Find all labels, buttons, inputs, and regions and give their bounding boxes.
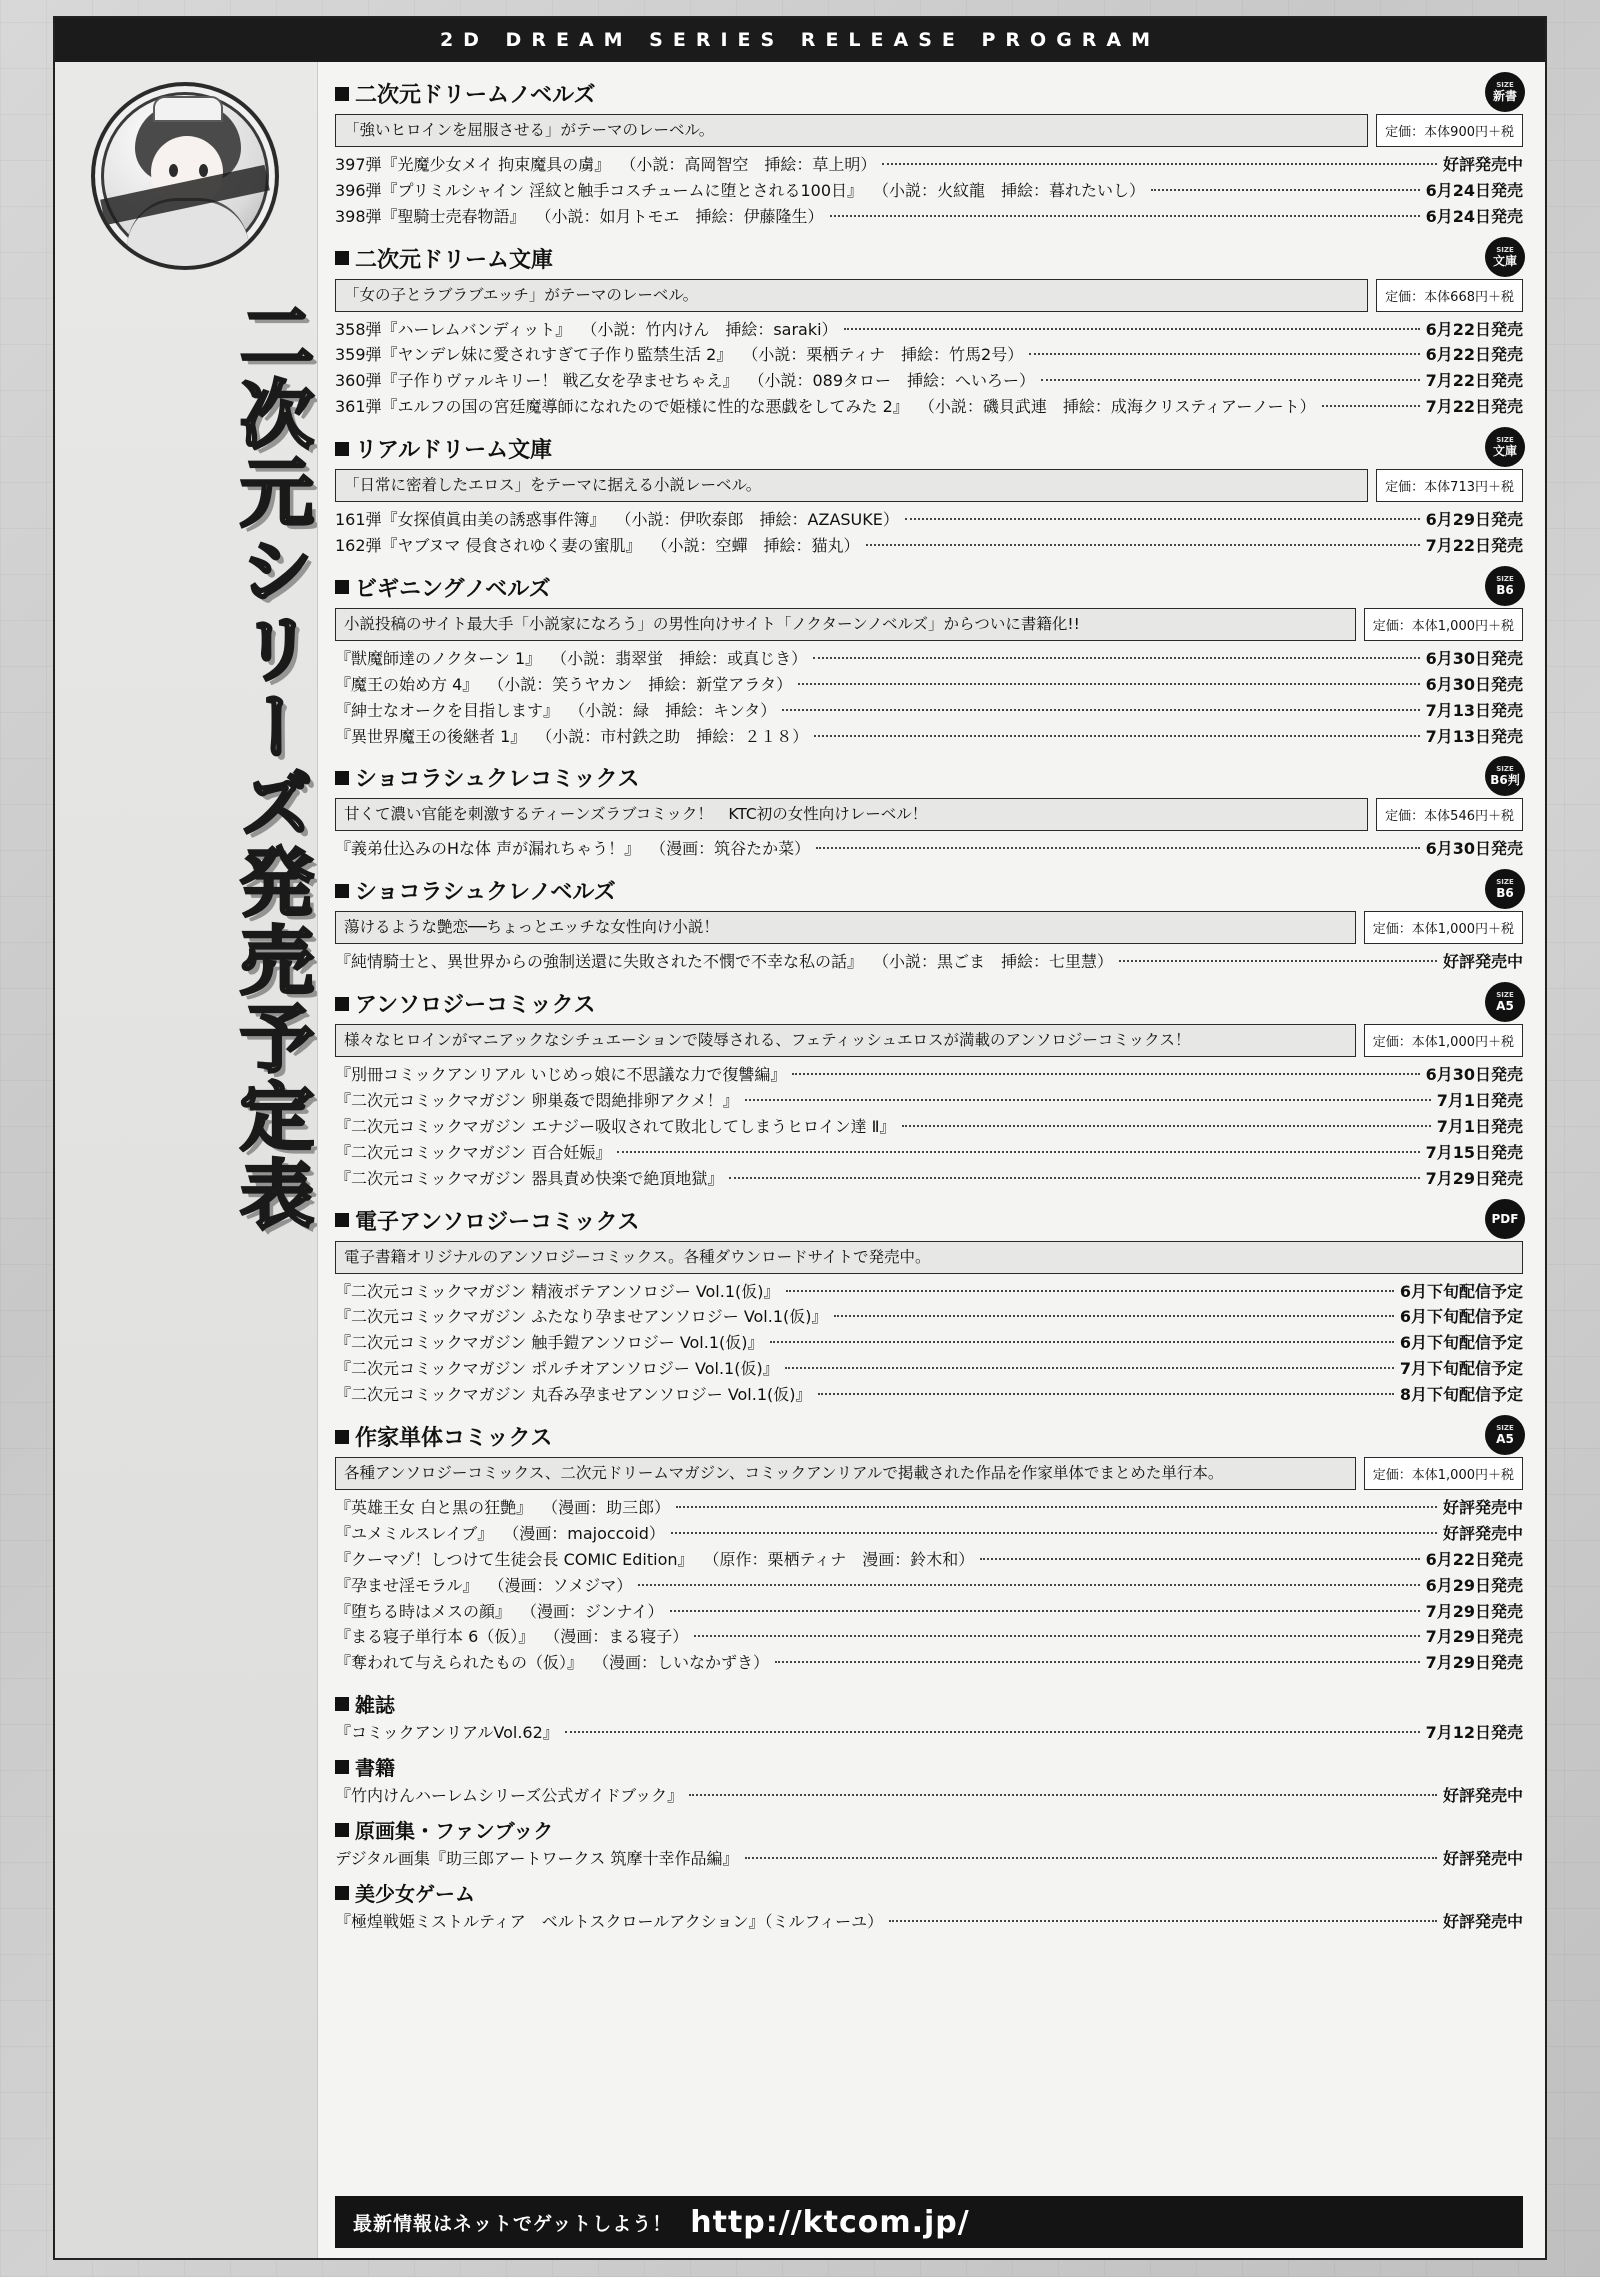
release-date: 7月1日発売 — [1436, 1116, 1523, 1136]
footer-bar — [335, 2196, 1523, 2248]
square-bullet-icon — [335, 1697, 349, 1711]
section-title: ショコラシュクレノベルズ — [355, 880, 616, 906]
release-item — [335, 1495, 1523, 1521]
release-item — [335, 1599, 1523, 1625]
section-heading — [335, 1752, 1523, 1781]
sections-container — [317, 62, 1545, 2258]
release-title: 359弾『ヤンデレ妹に愛されすぎて子作り監禁生活 2』 — [335, 345, 733, 365]
section-title: 二次元ドリーム文庫 — [355, 247, 554, 273]
release-credit: （原作：栗栖ティナ 漫画：鈴木和） — [703, 1549, 975, 1569]
format-badge-icon — [1485, 427, 1525, 467]
leader-dots — [902, 1125, 1431, 1127]
release-credit: （漫画：ジンナイ） — [521, 1601, 664, 1621]
format-badge-icon — [1485, 566, 1525, 606]
leader-dots — [844, 328, 1420, 330]
release-title: 397弾『光魔少女メイ 拘束魔具の虜』 — [335, 154, 611, 174]
leader-dots — [670, 1610, 1420, 1612]
release-credit: （小説：空蟬 挿絵：猫丸） — [651, 536, 860, 556]
release-title: 『二次元コミックマガジン 卵巣姦で悶絶排卵アクメ！』 — [335, 1090, 739, 1110]
release-title: 396弾『プリミルシャイン 淫紋と触手コスチュームに堕とされる100日』 — [335, 180, 864, 200]
release-date: 7月22日発売 — [1425, 536, 1523, 556]
release-date: 6月30日発売 — [1425, 1065, 1523, 1085]
section-lead-text: 電子書籍オリジナルのアンソロジーコミックス。各種ダウンロードサイトで発売中。 — [335, 1241, 1523, 1274]
section-title: ビギニングノベルズ — [355, 576, 551, 602]
release-title: 『魔王の始め方 4』 — [335, 674, 479, 694]
release-title: 『義弟仕込みのHな体 声が漏れちゃう！』 — [335, 839, 641, 859]
section-lead-text: 様々なヒロインがマニアックなシチュエーションで陵辱される、フェティッシュエロスが満載のアンソロジーコミックス！ — [335, 1024, 1356, 1057]
release-credit: （漫画：しいなかずき） — [593, 1653, 770, 1673]
release-date: 好評発売中 — [1442, 1786, 1523, 1806]
release-date: 7月12日発売 — [1425, 1723, 1523, 1743]
release-credit: （漫画：majoccoid） — [503, 1523, 665, 1543]
release-item — [335, 1114, 1523, 1140]
release-date: 7月22日発売 — [1425, 371, 1523, 391]
leader-dots — [565, 1731, 1420, 1733]
leader-dots — [905, 518, 1420, 520]
release-credit: （小説：089タロー 挿絵：へいろー） — [748, 371, 1036, 391]
release-item — [335, 1088, 1523, 1114]
release-title: 『二次元コミックマガジン ふたなり孕ませアンソロジー Vol.1(仮)』 — [335, 1307, 828, 1327]
square-bullet-icon — [335, 1760, 349, 1774]
release-item — [335, 949, 1523, 975]
leader-dots — [671, 1532, 1437, 1534]
section-heading — [335, 243, 1523, 274]
release-item — [335, 1330, 1523, 1356]
release-item — [335, 394, 1523, 420]
release-section — [335, 1878, 1523, 1935]
section-lead-text: 小説投稿のサイト最大手「小説家になろう」の男性向けサイト「ノクターンノベルズ」からついに書籍化!! — [335, 608, 1356, 641]
section-title: リアルドリーム文庫 — [355, 438, 553, 464]
section-price: 定価：本体1,000円＋税 — [1364, 1024, 1523, 1057]
release-title: 161弾『女探偵眞由美の誘惑事件簿』 — [335, 510, 606, 530]
section-heading — [335, 988, 1523, 1019]
release-title: 『極煌戦姫ミストルティア ベルトスクロールアクション』（ミルフィーユ） — [335, 1912, 884, 1932]
release-item — [335, 1062, 1523, 1088]
section-heading — [335, 1205, 1523, 1236]
leader-dots — [813, 657, 1419, 659]
release-item — [335, 342, 1523, 368]
section-lead-text: 各種アンソロジーコミックス、二次元ドリームマガジン、コミックアンリアルで掲載された作品を作家単体でまとめた単行本。 — [335, 1457, 1356, 1490]
badge-size-label: SIZE — [1496, 765, 1514, 774]
release-date: 6月下旬配信予定 — [1399, 1333, 1523, 1353]
release-title: 『ユメミルスレイブ』 — [335, 1523, 494, 1543]
leader-dots — [834, 1315, 1394, 1317]
section-heading — [335, 78, 1523, 109]
section-lead-row — [335, 279, 1523, 312]
release-item — [335, 1909, 1523, 1935]
section-title: 雑誌 — [355, 1693, 395, 1718]
release-title: 『英雄王女 白と黒の狂艶』 — [335, 1497, 533, 1517]
release-section — [335, 988, 1523, 1191]
release-section — [335, 762, 1523, 862]
section-heading — [335, 1815, 1523, 1844]
leader-dots — [785, 1367, 1394, 1369]
leader-dots — [866, 544, 1420, 546]
leader-dots — [770, 1341, 1394, 1343]
section-title: 美少女ゲーム — [355, 1882, 475, 1907]
release-date: 6月30日発売 — [1425, 674, 1523, 694]
release-date: 7月13日発売 — [1425, 700, 1523, 720]
release-title: 『二次元コミックマガジン 丸呑み孕ませアンソロジー Vol.1(仮)』 — [335, 1385, 812, 1405]
release-item — [335, 698, 1523, 724]
release-section — [335, 875, 1523, 975]
leader-dots — [1119, 960, 1437, 962]
format-badge-icon — [1485, 237, 1525, 277]
section-price: 定価：本体668円＋税 — [1376, 279, 1523, 312]
section-lead-text: 甘くて濃い官能を刺激するティーンズラブコミック！ KTC初の女性向けレーベル！ — [335, 798, 1368, 831]
release-credit: （小説：翡翠蛍 挿絵：或真じき） — [551, 648, 808, 668]
section-heading — [335, 875, 1523, 906]
release-item — [335, 1356, 1523, 1382]
mascot-cap — [153, 96, 223, 122]
release-title: 『二次元コミックマガジン 精液ボテアンソロジー Vol.1(仮)』 — [335, 1281, 780, 1301]
square-bullet-icon — [335, 442, 349, 456]
footer-url-link[interactable]: http://ktcom.jp/ — [690, 2204, 970, 2240]
section-lead-row — [335, 1457, 1523, 1490]
release-item — [335, 672, 1523, 698]
section-title: アンソロジーコミックス — [355, 993, 596, 1019]
leader-dots — [882, 163, 1437, 165]
leader-dots — [638, 1584, 1419, 1586]
release-date: 8月下旬配信予定 — [1399, 1385, 1523, 1405]
square-bullet-icon — [335, 1823, 349, 1837]
section-heading — [335, 1689, 1523, 1718]
section-lead-text: 蕩けるような艶恋──ちょっとエッチな女性向け小説！ — [335, 911, 1356, 944]
badge-label: B6判 — [1490, 773, 1520, 788]
section-price: 定価：本体546円＋税 — [1376, 798, 1523, 831]
release-item — [335, 1650, 1523, 1676]
leader-dots — [830, 215, 1420, 217]
release-credit: （小説：伊吹泰郎 挿絵：AZASUKE） — [615, 510, 899, 530]
release-item — [335, 204, 1523, 230]
release-title: 『竹内けんハーレムシリーズ公式ガイドブック』 — [335, 1786, 684, 1806]
leader-dots — [889, 1920, 1437, 1922]
release-credit: （小説：笑うヤカン 挿絵：新堂アラタ） — [488, 674, 793, 694]
square-bullet-icon — [335, 1430, 349, 1444]
section-lead-row — [335, 608, 1523, 641]
release-item — [335, 1783, 1523, 1809]
release-date: 6月29日発売 — [1425, 510, 1523, 530]
leader-dots — [786, 1290, 1394, 1292]
section-title: ショコラシュクレコミックス — [355, 767, 640, 793]
release-item — [335, 152, 1523, 178]
section-heading — [335, 572, 1523, 603]
release-title: 358弾『ハーレムバンディット』 — [335, 319, 572, 339]
release-title: 『獣魔師達のノクターン 1』 — [335, 648, 542, 668]
release-section — [335, 243, 1523, 421]
leader-dots — [676, 1506, 1437, 1508]
section-lead-row — [335, 911, 1523, 944]
release-date: 7月29日発売 — [1425, 1601, 1523, 1621]
leader-dots — [782, 709, 1419, 711]
format-badge-icon — [1485, 982, 1525, 1022]
left-sidebar — [55, 62, 318, 2258]
section-title: 電子アンソロジーコミックス — [355, 1209, 640, 1235]
section-price: 定価：本体900円＋税 — [1376, 114, 1523, 147]
release-item — [335, 507, 1523, 533]
release-title: 398弾『聖騎士売春物語』 — [335, 206, 526, 226]
release-date: 6月22日発売 — [1425, 1549, 1523, 1569]
section-price: 定価：本体1,000円＋税 — [1364, 608, 1523, 641]
release-item — [335, 533, 1523, 559]
release-credit: （小説：緑 挿絵：キンタ） — [569, 700, 777, 720]
release-credit: （漫画：助三郎） — [542, 1497, 671, 1517]
release-date: 6月24日発売 — [1425, 180, 1523, 200]
leader-dots — [798, 683, 1419, 685]
release-title: 『奪われて与えられたもの（仮）』 — [335, 1653, 584, 1673]
section-lead-row — [335, 114, 1523, 147]
release-item — [335, 1521, 1523, 1547]
leader-dots — [775, 1661, 1420, 1663]
release-date: 6月下旬配信予定 — [1399, 1307, 1523, 1327]
badge-size-label: SIZE — [1496, 878, 1514, 887]
release-date: 7月15日発売 — [1425, 1142, 1523, 1162]
leader-dots — [745, 1099, 1431, 1101]
release-date: 6月30日発売 — [1425, 839, 1523, 859]
release-item — [335, 1547, 1523, 1573]
leader-dots — [694, 1635, 1419, 1637]
badge-label: 新書 — [1492, 89, 1517, 103]
release-title: 『二次元コミックマガジン 百合妊娠』 — [335, 1142, 612, 1162]
release-title: 『別冊コミックアンリアル いじめっ娘に不思議な力で復讐編』 — [335, 1065, 787, 1085]
section-lead-row — [335, 798, 1523, 831]
release-item — [335, 646, 1523, 672]
release-section — [335, 433, 1523, 559]
release-credit: （小説：市村鉄之助 挿絵：２１８） — [536, 726, 809, 746]
release-title: 『紳士なオークを目指します』 — [335, 700, 560, 720]
release-title: 162弾『ヤブヌマ 侵食されゆく妻の蜜肌』 — [335, 536, 642, 556]
release-title: 『二次元コミックマガジン エナジー吸収されて敗北してしまうヒロイン達 Ⅱ』 — [335, 1116, 896, 1136]
release-date: 好評発売中 — [1442, 154, 1523, 174]
square-bullet-icon — [335, 580, 349, 594]
section-lead-text: 「強いヒロインを屈服させる」がテーマのレーベル。 — [335, 114, 1368, 147]
mascot-eye-right — [199, 164, 208, 177]
release-date: 好評発売中 — [1442, 1523, 1523, 1543]
release-date: 好評発売中 — [1442, 1912, 1523, 1932]
square-bullet-icon — [335, 997, 349, 1011]
release-date: 好評発売中 — [1442, 1849, 1523, 1869]
badge-size-label: SIZE — [1496, 1424, 1514, 1433]
section-heading — [335, 1878, 1523, 1907]
section-lead-row — [335, 1241, 1523, 1274]
format-badge-icon — [1485, 72, 1525, 112]
section-title: 作家単体コミックス — [355, 1426, 553, 1452]
format-badge-icon — [1485, 1415, 1525, 1455]
release-title: 『二次元コミックマガジン 触手鎧アンソロジー Vol.1(仮)』 — [335, 1333, 764, 1353]
square-bullet-icon — [335, 1886, 349, 1900]
release-section — [335, 78, 1523, 230]
release-title: 『堕ちる時はメスの顔』 — [335, 1601, 512, 1621]
square-bullet-icon — [335, 251, 349, 265]
mascot-eye-left — [169, 164, 178, 177]
release-credit: （漫画：筑谷たか菜） — [650, 839, 811, 859]
badge-size-label: SIZE — [1496, 574, 1514, 583]
release-date: 7月13日発売 — [1425, 726, 1523, 746]
release-date: 好評発売中 — [1442, 1497, 1523, 1517]
leader-dots — [980, 1558, 1419, 1560]
release-title: 『二次元コミックマガジン ポルチオアンソロジー Vol.1(仮)』 — [335, 1359, 779, 1379]
release-date: 7月29日発売 — [1425, 1168, 1523, 1188]
release-item — [335, 1846, 1523, 1872]
section-heading — [335, 762, 1523, 793]
flyer-sheet — [55, 18, 1545, 2258]
square-bullet-icon — [335, 884, 349, 898]
release-date: 7月29日発売 — [1425, 1653, 1523, 1673]
release-date: 6月22日発売 — [1425, 345, 1523, 365]
release-date: 6月24日発売 — [1425, 206, 1523, 226]
section-title: 二次元ドリームノベルズ — [355, 83, 596, 108]
badge-size-label: SIZE — [1496, 245, 1514, 254]
badge-label: A5 — [1496, 999, 1514, 1014]
release-credit: （小説：如月トモエ 挿絵：伊藤隆生） — [535, 206, 824, 226]
section-lead-text: 「女の子とラブラブエッチ」がテーマのレーベル。 — [335, 279, 1368, 312]
release-item — [335, 368, 1523, 394]
release-date: 6月22日発売 — [1425, 319, 1523, 339]
square-bullet-icon — [335, 87, 349, 101]
release-section — [335, 1689, 1523, 1746]
header-banner — [55, 18, 1545, 62]
release-item — [335, 1304, 1523, 1330]
release-credit: （漫画：ソメジマ） — [488, 1575, 633, 1595]
mascot-logo-icon — [91, 82, 279, 270]
release-date: 7月29日発売 — [1425, 1627, 1523, 1647]
badge-size-label: SIZE — [1496, 81, 1514, 89]
badge-size-label: SIZE — [1496, 436, 1514, 445]
release-credit: （小説：磯貝武連 挿絵：成海クリスティアーノート） — [918, 397, 1316, 417]
release-date: 7月22日発売 — [1425, 397, 1523, 417]
leader-dots — [617, 1151, 1419, 1153]
leader-dots — [745, 1857, 1437, 1859]
release-item — [335, 1382, 1523, 1408]
square-bullet-icon — [335, 771, 349, 785]
section-heading — [335, 433, 1523, 464]
badge-label: A5 — [1496, 1432, 1514, 1447]
section-heading — [335, 1421, 1523, 1452]
square-bullet-icon — [335, 1213, 349, 1227]
release-title: 『孕ませ淫モラル』 — [335, 1575, 479, 1595]
release-title: 『クーマゾ！しつけて生徒会長 COMIC Edition』 — [335, 1549, 694, 1569]
release-date: 6月下旬配信予定 — [1399, 1281, 1523, 1301]
format-badge-icon — [1485, 1199, 1525, 1239]
release-date: 好評発売中 — [1442, 952, 1523, 972]
leader-dots — [1322, 405, 1420, 407]
release-title: 『コミックアンリアルVol.62』 — [335, 1723, 559, 1743]
release-section — [335, 1752, 1523, 1809]
release-section — [335, 1815, 1523, 1872]
release-date: 6月30日発売 — [1425, 648, 1523, 668]
release-item — [335, 317, 1523, 343]
release-item — [335, 1624, 1523, 1650]
release-item — [335, 1573, 1523, 1599]
release-section — [335, 572, 1523, 750]
leader-dots — [689, 1794, 1437, 1796]
sidebar-vertical-title: 二次元シリーズ発売予定表 — [228, 298, 314, 1234]
badge-label: 文庫 — [1492, 444, 1517, 459]
leader-dots — [814, 735, 1419, 737]
footer-label: 最新情報はネットでゲットしよう！ — [353, 2212, 673, 2235]
release-item — [335, 1140, 1523, 1166]
release-title: 『純情騎士と、異世界からの強制送還に失敗された不憫で不幸な私の話』 — [335, 952, 864, 972]
leader-dots — [1041, 379, 1420, 381]
section-lead-row — [335, 1024, 1523, 1057]
release-date: 7月下旬配信予定 — [1399, 1359, 1523, 1379]
release-credit: （漫画：まる寝子） — [544, 1627, 689, 1647]
release-title: 『まる寝子単行本 6（仮）』 — [335, 1627, 535, 1647]
release-credit: （小説：黒ごま 挿絵：七里慧） — [873, 952, 1114, 972]
leader-dots — [816, 847, 1419, 849]
release-credit: （小説：高岡智空 挿絵：草上明） — [620, 154, 877, 174]
release-item — [335, 1166, 1523, 1192]
release-item — [335, 1720, 1523, 1746]
release-section — [335, 1421, 1523, 1676]
release-title: デジタル画集『助三郎アートワークス 筑摩十幸作品編』 — [335, 1849, 739, 1869]
release-date: 7月1日発売 — [1436, 1090, 1523, 1110]
badge-label: 文庫 — [1492, 253, 1517, 268]
section-price: 定価：本体713円＋税 — [1376, 469, 1523, 502]
release-item — [335, 1279, 1523, 1305]
section-price: 定価：本体1,000円＋税 — [1364, 911, 1523, 944]
release-credit: （小説：竹内けん 挿絵：saraki） — [581, 319, 838, 339]
release-credit: （小説：火紋龍 挿絵：暮れたいし） — [873, 180, 1146, 200]
leader-dots — [818, 1393, 1394, 1395]
section-lead-text: 「日常に密着したエロス」をテーマに据える小説レーベル。 — [335, 469, 1368, 502]
leader-dots — [1029, 353, 1419, 355]
release-title: 360弾『子作りヴァルキリー！ 戦乙女を孕ませちゃえ』 — [335, 371, 739, 391]
release-item — [335, 836, 1523, 862]
badge-size-label: SIZE — [1496, 991, 1514, 1000]
release-title: 361弾『エルフの国の宮廷魔導師になれたので姫様に性的な悪戯をしてみた 2』 — [335, 397, 909, 417]
section-price: 定価：本体1,000円＋税 — [1364, 1457, 1523, 1490]
header-title: 2D DREAM SERIES RELEASE PROGRAM — [439, 29, 1161, 51]
release-title: 『二次元コミックマガジン 器具責め快楽で絶頂地獄』 — [335, 1168, 724, 1188]
badge-label: B6 — [1496, 582, 1514, 597]
release-date: 6月29日発売 — [1425, 1575, 1523, 1595]
section-title: 書籍 — [355, 1756, 395, 1781]
release-section — [335, 1205, 1523, 1408]
leader-dots — [792, 1073, 1419, 1075]
release-title: 『異世界魔王の後継者 1』 — [335, 726, 527, 746]
release-item — [335, 178, 1523, 204]
release-credit: （小説：栗栖ティナ 挿絵：竹馬2号） — [742, 345, 1024, 365]
section-title: 原画集・ファンブック — [355, 1819, 554, 1844]
leader-dots — [1151, 189, 1420, 191]
section-lead-row — [335, 469, 1523, 502]
leader-dots — [729, 1177, 1419, 1179]
release-item — [335, 724, 1523, 750]
badge-label: B6 — [1496, 886, 1514, 901]
badge-label: PDF — [1491, 1211, 1519, 1226]
